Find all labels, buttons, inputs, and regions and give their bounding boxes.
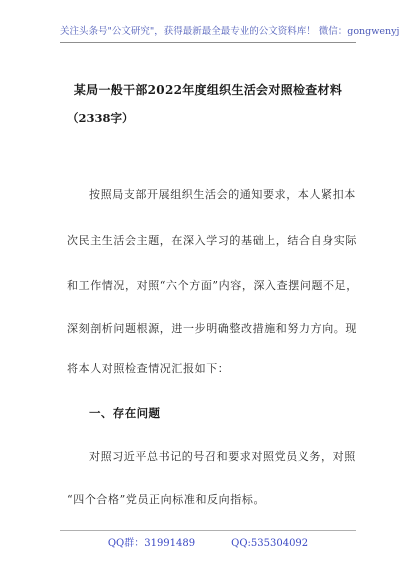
footer-qq-group: QQ群：31991489 bbox=[107, 538, 196, 549]
header-banner: 关注头条号"公文研究"，获得最新最全最专业的公文资料库！ 微信：gongwenyj bbox=[60, 26, 400, 37]
header-divider bbox=[60, 42, 356, 43]
paragraph-line: “四个合格”党员正向标准和反向指标。 bbox=[67, 493, 266, 506]
footer-divider bbox=[60, 530, 356, 531]
paragraph-line: 次民主生活会主题，在深入学习的基础上，结合自身实际 bbox=[67, 234, 357, 247]
paragraph-line: 和工作情况，对照“六个方面”内容，深入查摆问题不足， bbox=[67, 279, 358, 292]
document-title: 某局一般干部2022年度组织生活会对照检查材料 bbox=[73, 83, 343, 97]
footer-contacts bbox=[60, 534, 356, 549]
footer-qq: QQ:535304092 bbox=[231, 538, 309, 549]
paragraph-line: 按照局支部开展组织生活会的通知要求，本人紧扣本 bbox=[89, 188, 356, 201]
paragraph-line: 深刻剖析问题根源，进一步明确整改措施和努力方向。现 bbox=[67, 322, 357, 335]
word-count: （2338字） bbox=[67, 111, 134, 125]
paragraph-line: 对照习近平总书记的号召和要求对照党员义务，对照 bbox=[89, 450, 356, 463]
section-heading: 一、存在问题 bbox=[89, 406, 161, 420]
paragraph-line: 将本人对照检查情况汇报如下： bbox=[67, 362, 230, 375]
